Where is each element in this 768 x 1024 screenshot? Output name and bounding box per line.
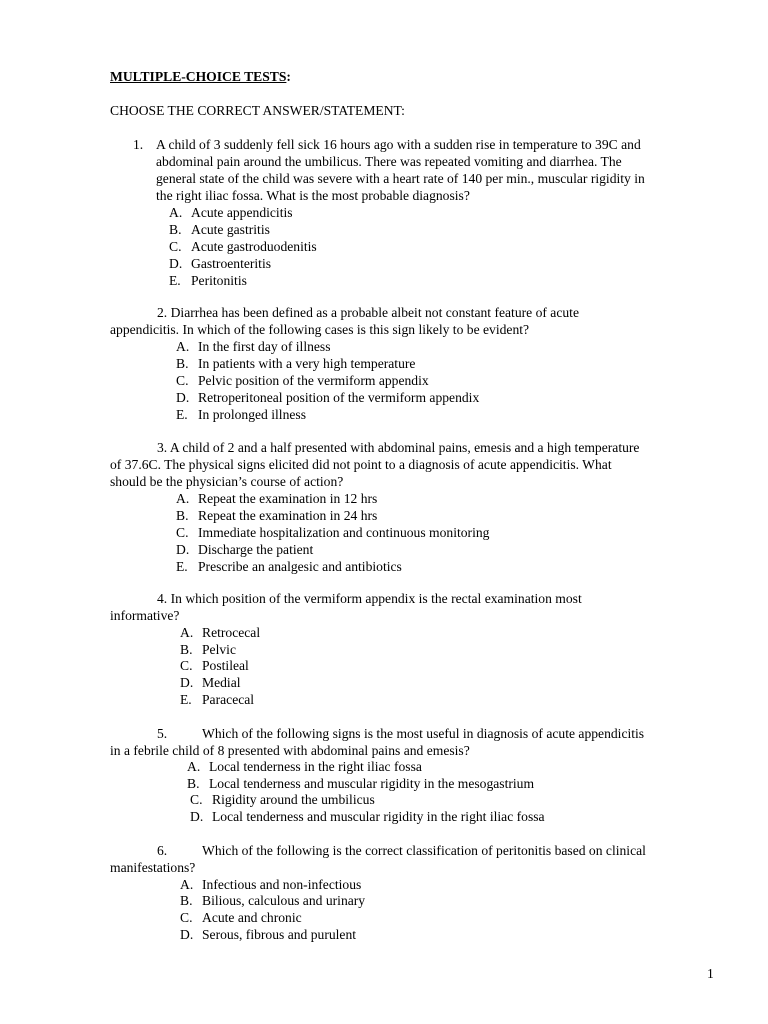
option-letter: D.	[169, 256, 183, 271]
answer-option[interactable]	[169, 205, 293, 222]
question-line: informative?	[110, 608, 180, 623]
option-text: Acute gastritis	[191, 222, 270, 237]
page-title	[110, 69, 291, 86]
question-line: of 37.6C. The physical signs elicited did not point to a diagnosis of acute appendicitis. What	[110, 457, 612, 472]
answer-option[interactable]	[180, 675, 241, 692]
option-text: Medial	[202, 675, 241, 690]
option-letter: D.	[180, 675, 194, 690]
answer-option[interactable]	[176, 525, 489, 542]
option-letter: B.	[169, 222, 182, 237]
answer-option[interactable]	[176, 542, 313, 559]
option-letter: D.	[176, 390, 190, 405]
answer-option[interactable]	[169, 273, 247, 290]
option-text: Gastroenteritis	[191, 256, 272, 271]
question-line: A child of 3 suddenly fell sick 16 hours ago with a sudden rise in temperature to 39C and	[156, 137, 641, 152]
answer-option[interactable]	[176, 390, 479, 407]
option-letter: C.	[169, 239, 182, 254]
question-number: 3.	[157, 440, 168, 455]
question-line: the right iliac fossa. What is the most probable diagnosis?	[156, 188, 470, 203]
option-text: Acute appendicitis	[191, 205, 293, 220]
question-number: 4.	[157, 591, 168, 606]
title-colon: :	[286, 69, 291, 84]
option-letter: C.	[176, 525, 189, 540]
question-line-text: In which position of the vermiform appendix is the rectal examination most	[170, 591, 582, 606]
option-text: Rigidity around the umbilicus	[212, 792, 375, 807]
answer-option[interactable]	[190, 809, 545, 826]
answer-option[interactable]	[176, 508, 377, 525]
instruction-text: CHOOSE THE CORRECT ANSWER/STATEMENT:	[110, 103, 405, 118]
option-text: In prolonged illness	[198, 407, 306, 422]
option-text: Local tenderness in the right iliac fossa	[209, 759, 422, 774]
question-line: Which of the following is the correct classification of peritonitis based on clinical	[202, 843, 646, 858]
option-text: Acute gastroduodenitis	[191, 239, 317, 254]
option-letter: C.	[176, 373, 189, 388]
option-letter: E.	[176, 407, 188, 422]
option-text: Pelvic	[202, 642, 236, 657]
option-letter: A.	[176, 491, 190, 506]
question-line: general state of the child was severe with a heart rate of 140 per min., muscular rigidity in	[156, 171, 645, 186]
question-line-text: Diarrhea has been defined as a probable albeit not constant feature of acute	[170, 305, 579, 320]
option-text: Retroperitoneal position of the vermiform appendix	[198, 390, 480, 405]
option-letter: B.	[180, 893, 193, 908]
option-text: Paracecal	[202, 692, 255, 707]
option-text: Pelvic position of the vermiform appendix	[198, 373, 429, 388]
answer-option[interactable]	[176, 373, 429, 390]
answer-option[interactable]	[176, 356, 415, 373]
option-text: Bilious, calculous and urinary	[202, 893, 366, 908]
option-text: In the first day of illness	[198, 339, 331, 354]
question-line: abdominal pain around the umbilicus. There was repeated vomiting and diarrhea. The	[156, 154, 622, 169]
option-text: Repeat the examination in 24 hrs	[198, 508, 378, 523]
question-line	[157, 440, 639, 457]
option-letter: C.	[190, 792, 203, 807]
answer-option[interactable]	[176, 407, 306, 424]
option-text: Infectious and non-infectious	[202, 877, 362, 892]
option-letter: A.	[176, 339, 190, 354]
question-line: in a febrile child of 8 presented with abdominal pains and emesis?	[110, 743, 470, 758]
option-letter: B.	[176, 356, 189, 371]
option-text: Prescribe an analgesic and antibiotics	[198, 559, 402, 574]
option-letter: B.	[180, 642, 193, 657]
question-line: Which of the following signs is the most useful in diagnosis of acute appendicitis	[202, 726, 645, 741]
option-letter: D.	[176, 542, 190, 557]
question-line: manifestations?	[110, 860, 196, 875]
option-text: Immediate hospitalization and continuous monitoring	[198, 525, 490, 540]
option-letter: B.	[176, 508, 189, 523]
answer-option[interactable]	[180, 927, 356, 944]
option-letter: A.	[169, 205, 183, 220]
question-line-text: A child of 2 and a half presented with abdominal pains, emesis and a high temperature	[169, 440, 640, 455]
answer-option[interactable]	[180, 692, 254, 709]
option-text: Repeat the examination in 12 hrs	[198, 491, 378, 506]
option-letter: C.	[180, 910, 193, 925]
question-number: 6.	[157, 843, 168, 858]
answer-option[interactable]	[180, 642, 236, 659]
option-text: Local tenderness and muscular rigidity in the mesogastrium	[209, 776, 535, 791]
answer-option[interactable]	[180, 893, 365, 910]
option-text: Local tenderness and muscular rigidity in the right iliac fossa	[212, 809, 545, 824]
question-line	[157, 305, 579, 322]
option-letter: E.	[169, 273, 181, 288]
question-number: 1.	[133, 137, 144, 152]
option-letter: E.	[176, 559, 188, 574]
option-letter: A.	[180, 877, 194, 892]
answer-option[interactable]	[176, 559, 402, 576]
answer-option[interactable]	[180, 658, 249, 675]
option-text: Peritonitis	[191, 273, 247, 288]
option-letter: C.	[180, 658, 193, 673]
answer-option[interactable]	[169, 222, 270, 239]
question-number: 2.	[157, 305, 168, 320]
answer-option[interactable]	[187, 776, 534, 793]
answer-option[interactable]	[187, 759, 422, 776]
option-letter: A.	[180, 625, 194, 640]
option-text: Discharge the patient	[198, 542, 314, 557]
answer-option[interactable]	[190, 792, 375, 809]
answer-option[interactable]	[180, 910, 302, 927]
option-letter: D.	[180, 927, 194, 942]
question-line: appendicitis. In which of the following cases is this sign likely to be evident?	[110, 322, 530, 337]
question-number: 5.	[157, 726, 168, 741]
answer-option[interactable]	[180, 877, 361, 894]
option-text: Postileal	[202, 658, 249, 673]
option-letter: D.	[190, 809, 204, 824]
question-line	[157, 591, 582, 608]
answer-option[interactable]	[176, 339, 331, 356]
answer-option[interactable]	[176, 491, 377, 508]
option-text: Acute and chronic	[202, 910, 302, 925]
title-text: MULTIPLE-CHOICE TESTS	[110, 69, 287, 84]
question-line: should be the physician’s course of action?	[110, 474, 344, 489]
option-text: Retrocecal	[202, 625, 261, 640]
answer-option[interactable]	[180, 625, 260, 642]
option-letter: A.	[187, 759, 201, 774]
page-number: 1	[707, 966, 714, 981]
answer-option[interactable]	[169, 239, 317, 256]
answer-option[interactable]	[169, 256, 271, 273]
option-text: In patients with a very high temperature	[198, 356, 416, 371]
option-letter: B.	[187, 776, 200, 791]
option-letter: E.	[180, 692, 192, 707]
option-text: Serous, fibrous and purulent	[202, 927, 357, 942]
